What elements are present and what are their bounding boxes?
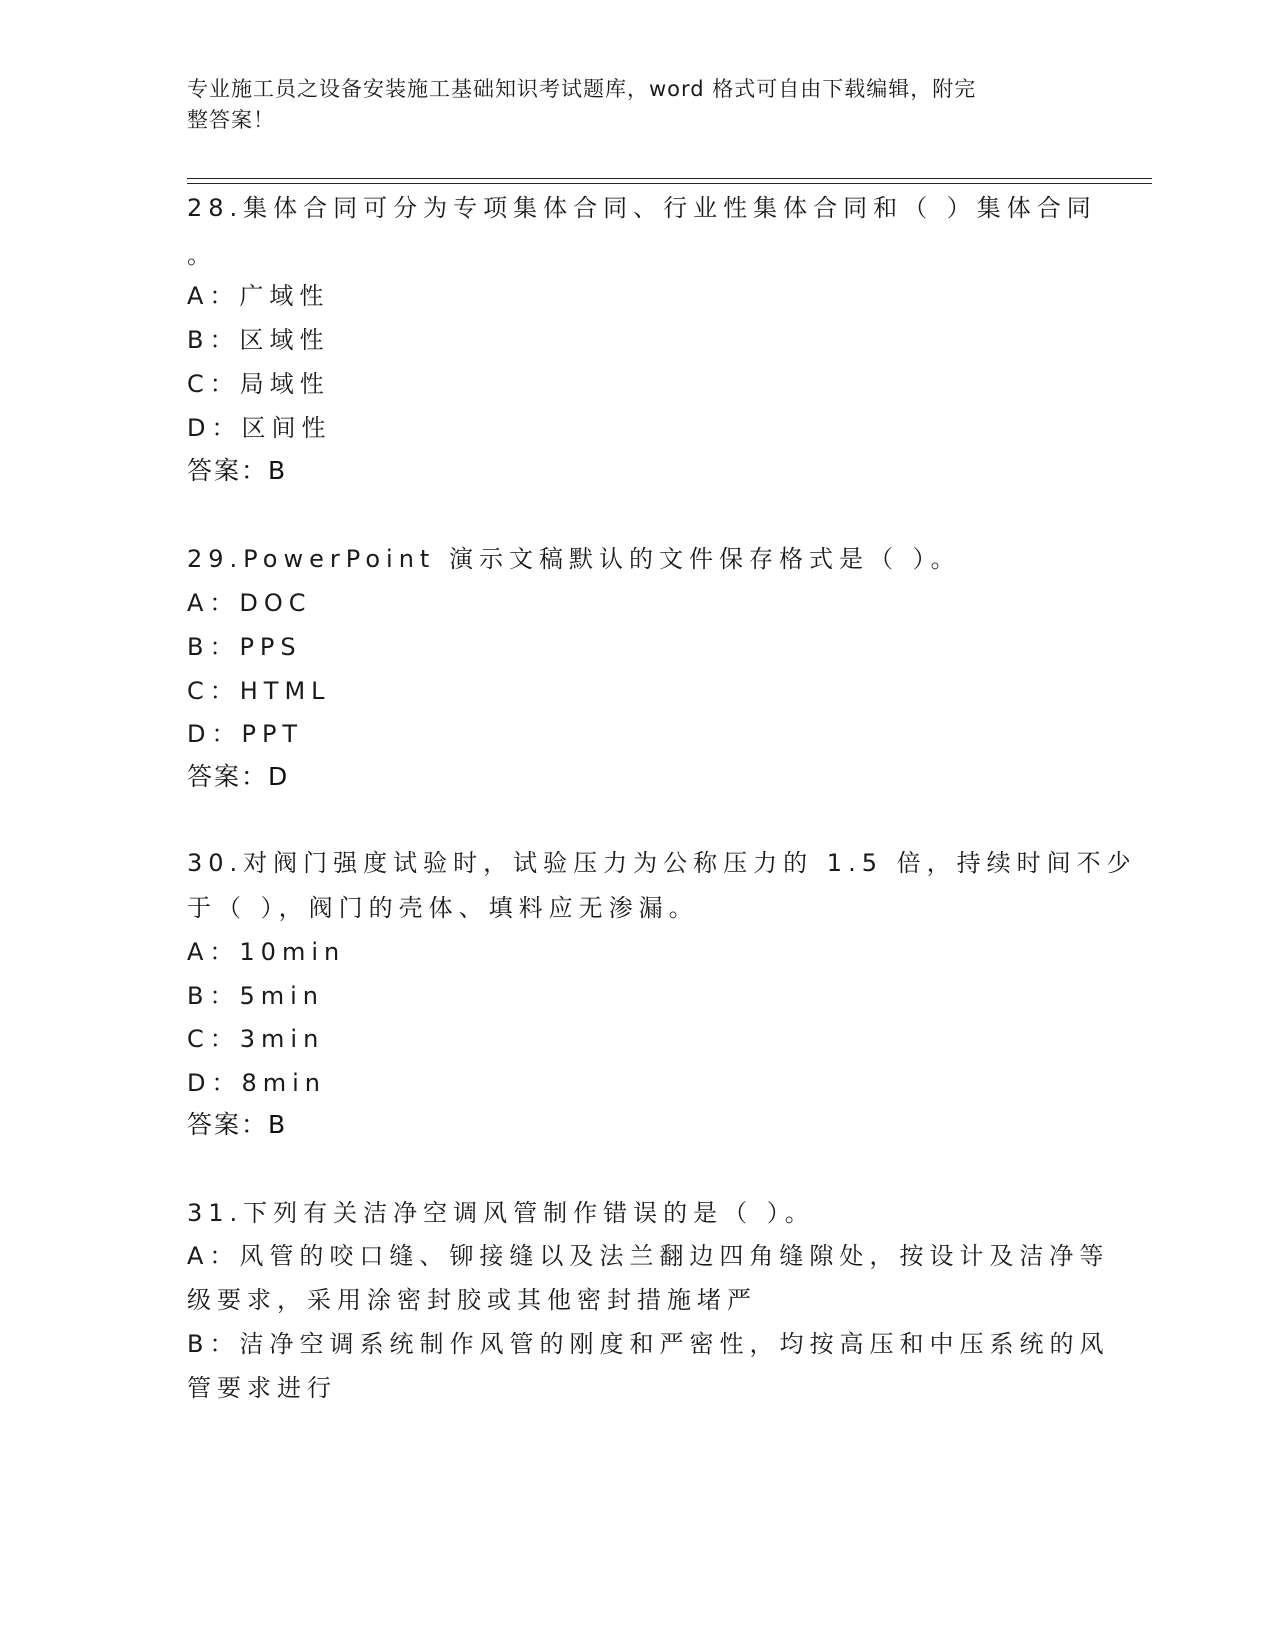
question-30-stem-line-2: 于（ ），阀门的壳体、填料应无渗漏。 bbox=[187, 894, 699, 922]
question-29-answer: 答案：D bbox=[187, 762, 290, 791]
question-31-option-a-line-1: A：风管的咬口缝、铆接缝以及法兰翻边四角缝隙处，按设计及洁净等 bbox=[187, 1242, 1110, 1270]
question-30-option-b: B：5min bbox=[187, 982, 324, 1010]
question-29-option-a: A：DOC bbox=[187, 589, 312, 617]
header-divider-top bbox=[187, 178, 1152, 179]
question-30-stem-line-1: 30.对阀门强度试验时，试验压力为公称压力的 1.5 倍，持续时间不少 bbox=[187, 849, 1137, 877]
question-31-option-b-line-1: B：洁净空调系统制作风管的刚度和严密性，均按高压和中压系统的风 bbox=[187, 1330, 1110, 1358]
question-28-option-d: D：区间性 bbox=[187, 414, 332, 442]
question-29-stem-line-1: 29.PowerPoint 演示文稿默认的文件保存格式是（ ）。 bbox=[187, 545, 961, 573]
document-intro bbox=[187, 74, 1067, 136]
question-30-answer: 答案：B bbox=[187, 1110, 288, 1139]
question-30-option-a: A：10min bbox=[187, 938, 346, 966]
question-28-option-b: B：区域性 bbox=[187, 326, 330, 354]
question-28-stem-line-1: 28.集体合同可分为专项集体合同、行业性集体合同和（ ）集体合同 bbox=[187, 194, 1097, 222]
intro-line-1: 专业施工员之设备安装施工基础知识考试题库，word 格式可自由下载编辑，附完 bbox=[187, 77, 977, 101]
question-30-option-c: C：3min bbox=[187, 1025, 325, 1053]
header-divider-bottom bbox=[187, 183, 1152, 184]
question-28-option-a: A：广域性 bbox=[187, 282, 330, 310]
question-29-option-c: C：HTML bbox=[187, 677, 331, 705]
intro-line-2: 整答案！ bbox=[187, 108, 275, 132]
question-29-option-b: B：PPS bbox=[187, 633, 302, 661]
question-29-option-d: D：PPT bbox=[187, 720, 304, 748]
question-31-option-a-line-2: 级要求，采用涂密封胶或其他密封措施堵严 bbox=[187, 1286, 757, 1314]
question-31-option-b-line-2: 管要求进行 bbox=[187, 1374, 337, 1402]
question-31-stem-line-1: 31.下列有关洁净空调风管制作错误的是（ ）。 bbox=[187, 1199, 815, 1227]
question-30-option-d: D：8min bbox=[187, 1069, 327, 1097]
question-28-option-c: C：局域性 bbox=[187, 370, 330, 398]
question-28-answer: 答案：B bbox=[187, 456, 288, 485]
question-28-stem-line-2: 。 bbox=[187, 241, 217, 269]
